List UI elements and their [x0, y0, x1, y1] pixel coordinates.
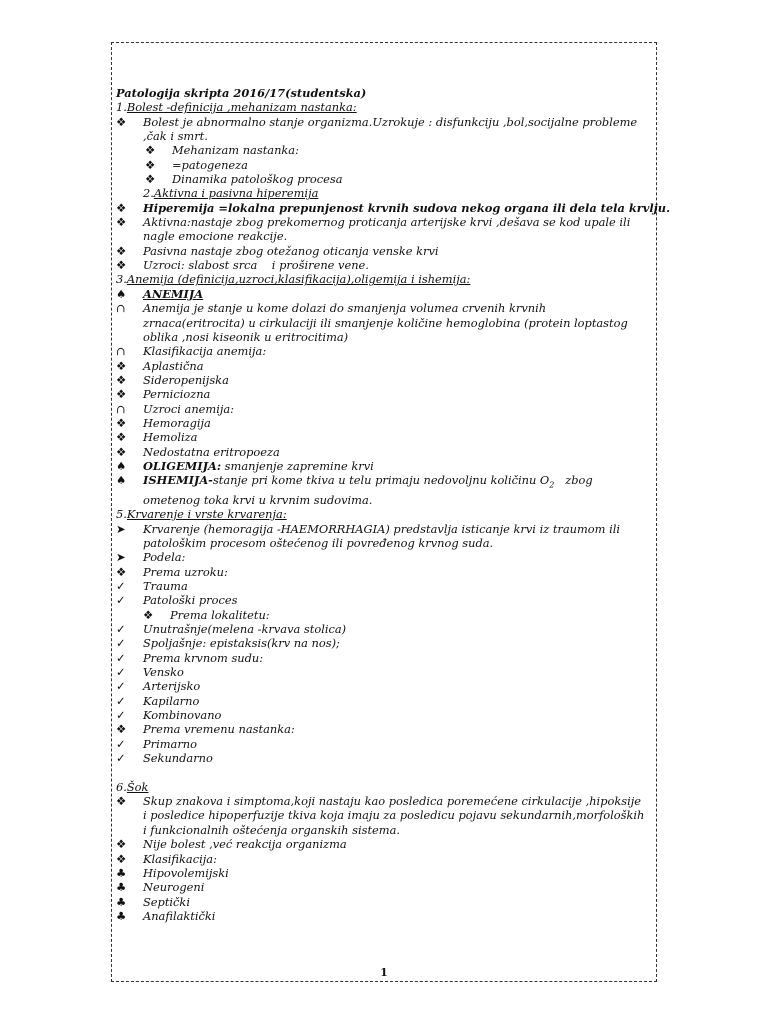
list-item: ∩ Klasifikacija anemija: [116, 344, 267, 359]
diamond-bullet-icon: ❖ [116, 387, 127, 402]
intersection-bullet-icon: ∩ [116, 401, 126, 416]
diamond-bullet-icon: ❖ [116, 372, 127, 387]
list-item: ❖ Hiperemija =lokalna prepunjenost krvnih sudova nekog organa ili dela tela krvlju. [116, 200, 671, 215]
spade-bullet-icon: ♠ [116, 458, 127, 473]
list-item: ❖ Bolest je abnormalno stanje organizma.Uzrokuje : disfunkciju ,bol,socijalne probleme ,čak i smrt. [116, 114, 638, 144]
list-item: ❖ Pasivna nastaje zbog otežanog oticanja venske krvi [116, 243, 439, 258]
document-title: Patologija skripta 2016/17(studentska) [116, 86, 367, 100]
list-item: ♣ Neurogeni [116, 880, 205, 895]
document-body [116, 86, 671, 923]
list-item: ∩ Uzroci anemija: [116, 401, 235, 416]
list-item: ✓ Primarno [116, 736, 197, 751]
check-bullet-icon: ✓ [116, 636, 126, 651]
check-bullet-icon: ✓ [116, 650, 126, 665]
list-item: ✓ Prema krvnom sudu: [116, 650, 264, 665]
check-bullet-icon: ✓ [116, 578, 126, 593]
list-item: ♣ Anafilaktički [116, 908, 216, 923]
diamond-bullet-icon: ❖ [145, 172, 156, 187]
diamond-bullet-icon: ❖ [116, 444, 127, 459]
page-number: 1 [380, 966, 388, 979]
section-heading-3: 3.Anemija (definicija,uzroci,klasifikacija),oligemija i ishemija: [116, 272, 471, 287]
club-bullet-icon: ♣ [116, 908, 127, 923]
diamond-bullet-icon: ❖ [145, 157, 156, 172]
diamond-bullet-icon: ❖ [116, 114, 127, 129]
list-item: ✓ Spoljašnje: epistaksis(krv na nos); [116, 636, 340, 651]
list-item: ❖ Prema uzroku: [116, 564, 228, 579]
arrow-bullet-icon: ➤ [116, 550, 126, 565]
list-item: ✓ Sekundarno [116, 751, 213, 766]
list-item: ❖ Prema vremenu nastanka: [116, 722, 295, 737]
list-item: ♣ Hipovolemijski [116, 865, 229, 880]
list-item: ❖ Hemoliza [116, 430, 198, 445]
list-item: ❖ Nedostatna eritropoeza [116, 444, 280, 459]
intersection-bullet-icon: ∩ [116, 344, 126, 359]
diamond-bullet-icon: ❖ [116, 243, 127, 258]
club-bullet-icon: ♣ [116, 880, 127, 895]
list-item: ❖ Aktivna:nastaje zbog prekomernog proticanja arterijske krvi ,dešava se kod upale ili nagle emocione reakcije. [116, 215, 631, 244]
list-item: ✓ Patološki proces [116, 593, 238, 608]
check-bullet-icon: ✓ [116, 708, 126, 723]
check-bullet-icon: ✓ [116, 593, 126, 608]
check-bullet-icon: ✓ [116, 665, 126, 680]
diamond-bullet-icon: ❖ [116, 358, 127, 373]
diamond-bullet-icon: ❖ [116, 851, 127, 866]
check-bullet-icon: ✓ [116, 622, 126, 636]
diamond-bullet-icon: ❖ [116, 258, 127, 273]
list-item: ♣ Septički [116, 894, 190, 909]
list-item: ❖ Klasifikacija: [116, 851, 217, 866]
intersection-bullet-icon: ∩ [116, 301, 126, 316]
check-bullet-icon: ✓ [116, 751, 126, 766]
check-bullet-icon: ✓ [116, 736, 126, 751]
list-item: ❖ Skup znakova i simptoma,koji nastaju kao posledica poremećene cirkulacije ,hipoksije i posledice hipoperfuzije tkiva koja imaju za posledicu pojavu sekundarnih,morfoloških i funkcionalnih oštećenja organskih sistema. [116, 794, 645, 837]
blank-line [116, 765, 648, 779]
section-heading-5: 5.Krvarenje i vrste krvarenja: [116, 507, 287, 522]
list-item: ✓ Arterijsko [116, 679, 201, 694]
list-item: ❖ Hemoragija [116, 415, 211, 430]
diamond-bullet-icon: ❖ [116, 564, 127, 579]
list-item: ❖ Mehanizam nastanka: [145, 143, 299, 158]
list-item: ❖ Perniciozna [116, 387, 211, 402]
list-item: ✓ Trauma [116, 578, 188, 593]
list-item: ✓ Kapilarno [116, 693, 200, 708]
section-heading-6: 6.Šok [116, 779, 149, 794]
club-bullet-icon: ♣ [116, 865, 127, 880]
list-item: ✓ Kombinovano [116, 708, 222, 723]
list-item: ❖ Dinamika patološkog procesa [145, 172, 343, 187]
list-item: ✓ Unutrašnje(melena -krvava stolica) [116, 622, 347, 636]
diamond-bullet-icon: ❖ [116, 215, 127, 230]
diamond-bullet-icon: ❖ [116, 200, 127, 215]
list-item: ➤ Krvarenje (hemoragija -HAEMORRHAGIA) predstavlja isticanje krvi iz traumom ili patološkim procesom oštećenog ili povređenog krvnog suda. [116, 521, 620, 550]
section-heading-2: 2.Aktivna i pasivna hiperemija [143, 186, 319, 201]
list-item: ♠ OLIGEMIJA: smanjenje zapremine krvi [116, 458, 374, 473]
diamond-bullet-icon: ❖ [145, 143, 156, 158]
diamond-bullet-icon: ❖ [116, 837, 127, 852]
list-item: ➤ Podela: [116, 550, 186, 565]
section-heading-1: 1.Bolest -definicija ,mehanizam nastanka: [116, 100, 357, 115]
list-item: ∩ Anemija je stanje u kome dolazi do smanjenja volumea crvenih krvnih zrnaca(eritrocita) u cirkulaciji ili smanjenje količine hemoglobina (protein loptastog oblika ,nosi kiseonik u eritrocitima) [116, 301, 628, 344]
list-item: ♠ ANEMIJA [116, 286, 204, 301]
list-item: ❖ =patogeneza [145, 157, 248, 172]
spade-bullet-icon: ♠ [116, 286, 127, 301]
list-item: ♠ ISHEMIJA-stanje pri kome tkiva u telu primaju nedovoljnu količinu $O_2$ zbog ometenog toka krvi u krvnim sudovima. [116, 473, 597, 507]
list-item: ✓ Vensko [116, 665, 184, 680]
check-bullet-icon: ✓ [116, 679, 126, 694]
list-item: ❖ Prema lokalitetu: [143, 607, 270, 622]
diamond-bullet-icon: ❖ [116, 794, 127, 809]
list-item: ❖ Nije bolest ,već reakcija organizma [116, 837, 347, 852]
diamond-bullet-icon: ❖ [143, 607, 154, 622]
diamond-bullet-icon: ❖ [116, 722, 127, 737]
arrow-bullet-icon: ➤ [116, 521, 126, 536]
list-item: ❖ Sideropenijska [116, 372, 229, 387]
list-item: ❖ Aplastična [116, 358, 204, 373]
spade-bullet-icon: ♠ [116, 473, 127, 488]
check-bullet-icon: ✓ [116, 693, 126, 708]
club-bullet-icon: ♣ [116, 894, 127, 909]
diamond-bullet-icon: ❖ [116, 415, 127, 430]
list-item: ❖ Uzroci: slabost srca i proširene vene. [116, 258, 369, 273]
diamond-bullet-icon: ❖ [116, 430, 127, 445]
